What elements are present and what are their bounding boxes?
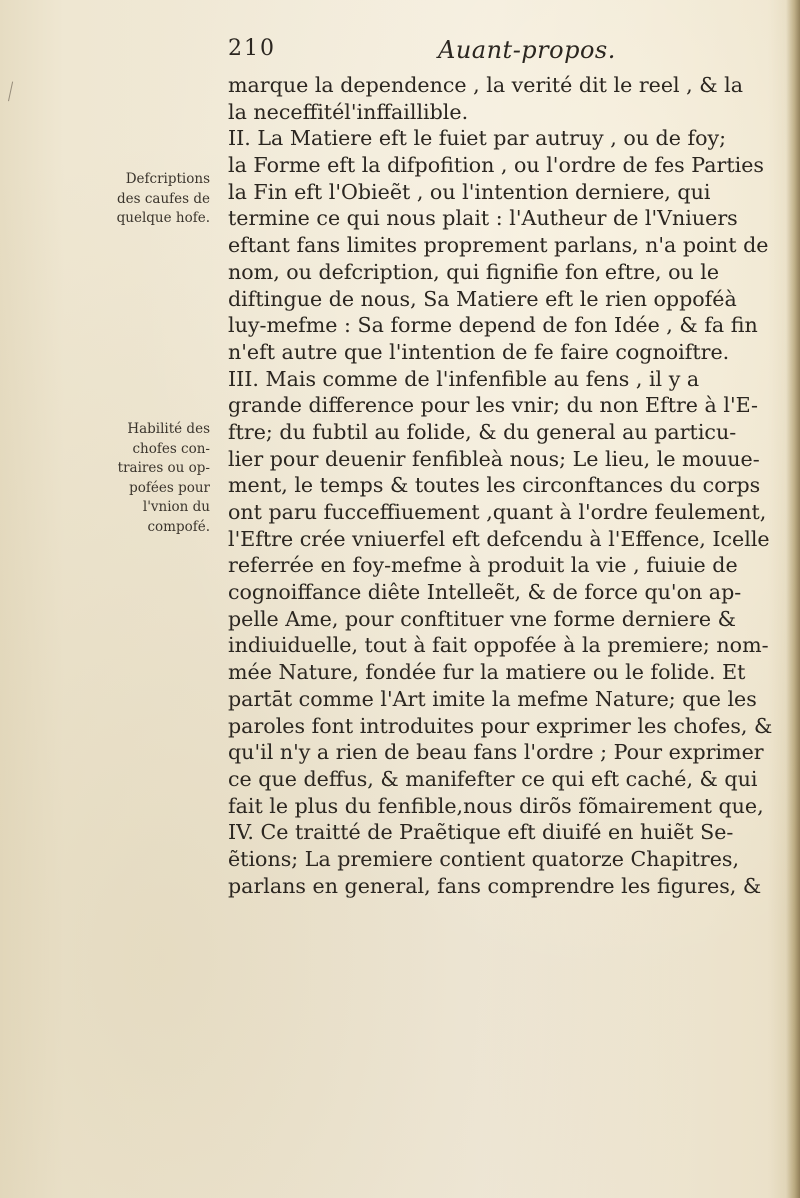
text-line: pelle Ame, pour conftituer vne forme derniere & — [228, 606, 736, 631]
text-line: partāt comme l'Art imite la mefme Nature; que les — [228, 686, 757, 711]
text-line: luy-mefme : Sa forme depend de fon Idée , & fa fin — [228, 313, 758, 338]
margin-note-line: chofes con- — [132, 440, 210, 457]
margin-note-line: traires ou op- — [117, 460, 210, 476]
text-line: ẽtions; La premiere contient quatorze Chapitres, — [228, 846, 740, 871]
text-line: la Fin eft l'Obieẽt , ou l'intention derniere, qui — [228, 179, 711, 204]
text-line: qu'il n'y a rien de beau fans l'ordre ; Pour exprimer — [228, 740, 764, 765]
text-line: lier pour deuenir fenfibleà nous; Le lieu, le mouue- — [228, 446, 760, 471]
text-line: n'eft autre que l'intention de fe faire cognoiftre. — [228, 339, 730, 364]
text-line: indiuiduelle, tout à fait oppofée à la premiere; nom- — [228, 633, 769, 658]
margin-note-line: l'vnion du — [142, 499, 210, 515]
text-line: diftingue de nous, Sa Matiere eft le rien oppoféà — [228, 286, 737, 311]
text-line: III. Mais comme de l'infenfible au fens , il y a — [228, 366, 700, 391]
margin-note-line: pofées pour — [129, 479, 210, 496]
text-line: referrée en foy-mefme à produit la vie , fuiuie de — [228, 553, 738, 578]
text-line: ftre; du fubtil au folide, & du general au particu- — [228, 419, 737, 444]
text-line: la Forme eft la difpofition , ou l'ordre de fes Parties — [228, 153, 764, 178]
margin-note-line: compofé. — [147, 518, 210, 535]
text-line: termine ce qui nous plait : l'Autheur de l'Vniuers — [228, 206, 738, 231]
text-line: grande difference pour les vnir; du non Eftre à l'E- — [228, 393, 758, 418]
text-line: marque la dependence , la verité dit le reel , & la — [228, 73, 744, 97]
text-line: IV. Ce traitté de Praẽtique eft diuifé en huiẽt Se- — [228, 820, 734, 845]
text-line: fait le plus du fenfible,nous dirõs fõmairement que, — [228, 793, 764, 818]
margin-note-line: quelque hofe. — [116, 210, 210, 226]
text-line: paroles font introduites pour exprimer les chofes, & — [228, 713, 773, 738]
text-line: mée Nature, fondée fur la matiere ou le folide. Et — [228, 660, 746, 685]
margin-note-line: Defcriptions — [125, 171, 210, 187]
text-line: cognoiffance diête Intelleẽt, & de force qu'on ap- — [228, 580, 742, 605]
text-line: parlans en general, fans comprendre les figures, & — [228, 873, 762, 898]
text-line: l'Eftre crée vniuerfel eft defcendu à l'Effence, Icelle — [228, 526, 770, 551]
text-line: la neceffitél'inffaillible. — [228, 99, 469, 124]
page-header — [228, 36, 788, 66]
running-head: Auant-propos. — [438, 36, 616, 64]
text-line: ont paru fucceffiuement ,quant à l'ordre feulement, — [228, 500, 767, 524]
text-line: nom, ou defcription, qui fignifie fon eftre, ou le — [228, 259, 720, 284]
text-line: ment, le temps & toutes les circonftances du corps — [228, 473, 761, 498]
margin-note-habilite — [86, 420, 210, 537]
text-line: II. La Matiere eft le fuiet par autruy , ou de foy; — [228, 126, 727, 151]
page-number: 210 — [228, 36, 276, 61]
margin-mark — [8, 81, 19, 102]
body-text — [228, 72, 794, 899]
margin-note-descriptions — [88, 170, 210, 229]
text-line: eftant fans limites proprement parlans, n'a point de — [228, 233, 769, 258]
text-line: ce que deffus, & manifefter ce qui eft caché, & qui — [228, 766, 758, 791]
margin-note-line: Habilité des — [127, 421, 210, 437]
margin-note-line: des caufes de — [117, 190, 210, 207]
